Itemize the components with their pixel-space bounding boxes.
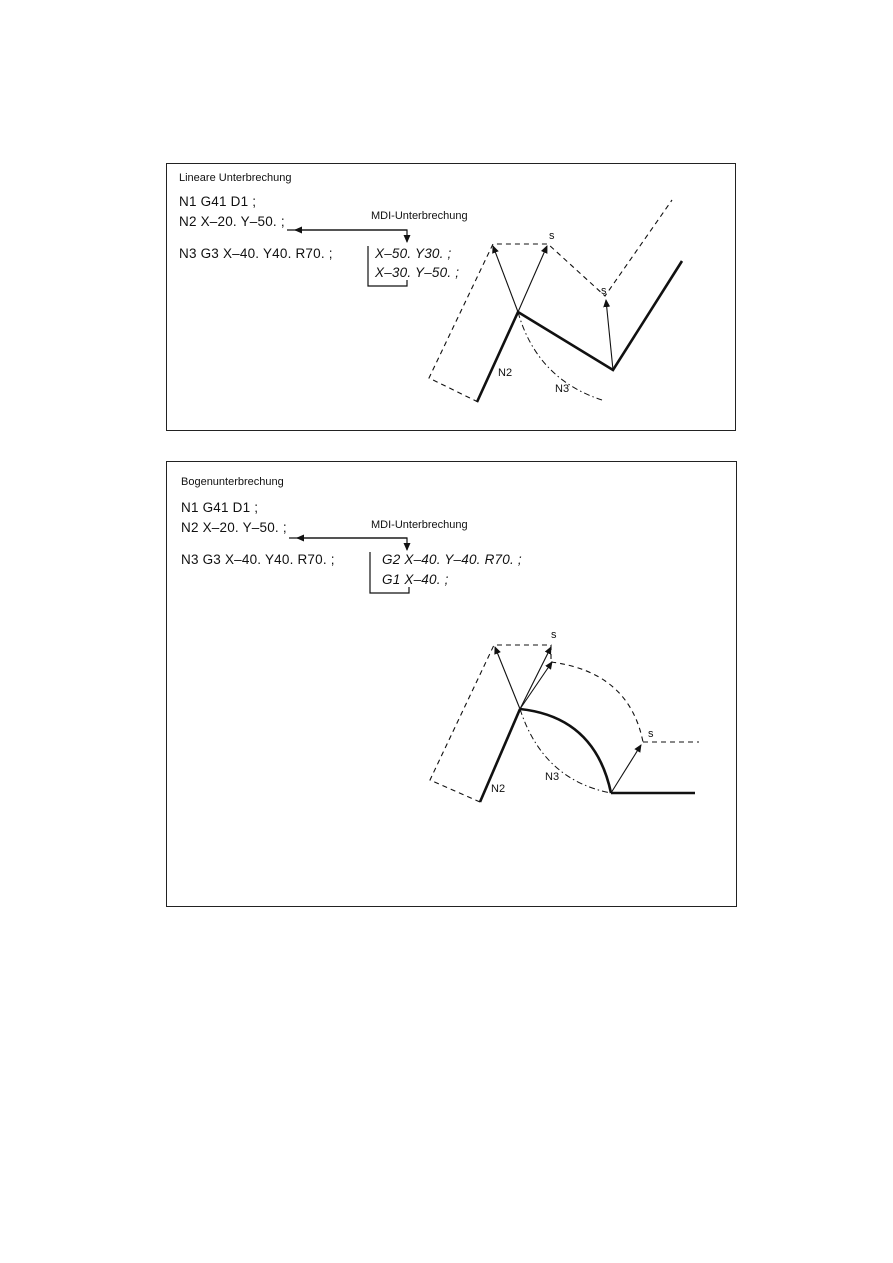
- mdi-block-2: G1 X–40. ;: [382, 572, 449, 587]
- n2-contour: [477, 261, 682, 402]
- code-line-n1: N1 G41 D1 ;: [181, 500, 259, 515]
- code-line-n3: N3 G3 X–40. Y40. R70. ;: [181, 552, 335, 567]
- n2-label: N2: [498, 367, 513, 379]
- mdi-block-1: X–50. Y30. ;: [375, 246, 452, 261]
- code-line-n1: N1 G41 D1 ;: [179, 194, 257, 209]
- panel-title: Lineare Unterbrechung: [179, 172, 292, 184]
- n3-label: N3: [555, 383, 570, 395]
- mdi-block-1: G2 X–40. Y–40. R70. ;: [382, 552, 522, 567]
- mdi-interruption-label: MDI-Unterbrechung: [371, 210, 468, 222]
- tool-center-arc: [551, 662, 643, 742]
- s-label-2: s: [648, 728, 654, 740]
- linear-interruption-panel: [166, 163, 736, 431]
- n2-label: N2: [491, 783, 506, 795]
- mdi-block-2: X–30. Y–50. ;: [375, 265, 460, 280]
- s-label-1: s: [551, 629, 557, 641]
- arc-contour: [520, 709, 611, 793]
- arc-interruption-panel: [166, 461, 737, 907]
- panel-title: Bogenunterbrechung: [181, 476, 284, 488]
- code-line-n3: N3 G3 X–40. Y40. R70. ;: [179, 246, 333, 261]
- n3-label: N3: [545, 771, 560, 783]
- s-label-2: s: [601, 285, 607, 297]
- linear-toolpath-figure: [167, 164, 737, 432]
- mdi-interruption-label: MDI-Unterbrechung: [371, 519, 468, 531]
- code-line-n2: N2 X–20. Y–50. ;: [179, 214, 285, 229]
- s-label-1: s: [549, 230, 555, 242]
- arc-toolpath-figure: [167, 462, 738, 908]
- code-line-n2: N2 X–20. Y–50. ;: [181, 520, 287, 535]
